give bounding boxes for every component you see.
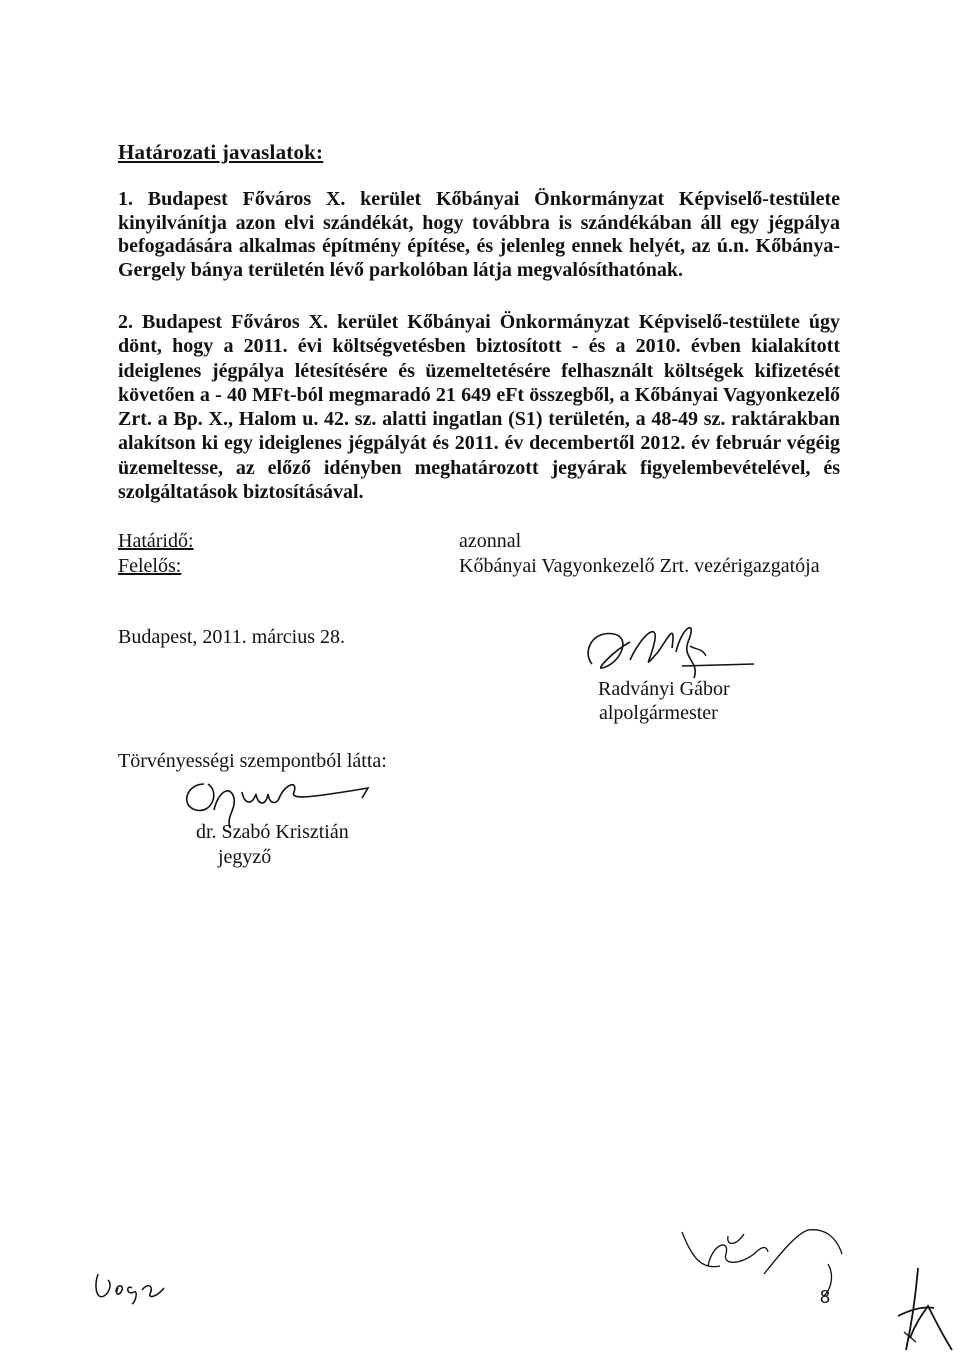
resolution-heading: Határozati javaslatok:: [118, 140, 324, 164]
corner-mark: [894, 1262, 954, 1358]
signer-name: Radványi Gábor: [598, 678, 730, 700]
page-number: 8: [820, 1287, 831, 1307]
legal-review-label: Törvényességi szempontból látta:: [118, 750, 387, 772]
deadline-label: Határidő:: [118, 530, 194, 552]
resolution-2: 2. Budapest Főváros X. kerület Kőbányai Önkormányzat Képviselő-testülete úgy dönt, hogy a 2011. évi költségvetésben biztosított - és a 2010. évben kialakított ideiglenes jégpálya létesítésére és üzemeltetésére felhasznált költségek kifizetését követően a - 40 MFt-ból megmaradó 21 649 eFt összegből, a Kőbányai Vagyonkezelő Zrt. a Bp. X., Halom u. 42. sz. alatti ingatlan (S1) területén, a 48-49 sz. raktárakban alakítson ki egy ideiglenes jégpályát és 2011. év decembertől 2012. év február végéig üzemeltesse, az előző idényben meghatározott jegyárak figyelembevételével, és szolgáltatások biztosításával.: [118, 311, 840, 504]
place-date: Budapest, 2011. március 28.: [118, 626, 346, 648]
notary-title: jegyző: [218, 846, 272, 868]
resolution-1: 1. Budapest Főváros X. kerület Kőbányai Önkormányzat Képviselő-testülete kinyilvánítja azon elvi szándékát, hogy továbbra is szándékában áll egy jégpálya befogadására alkalmas építmény építése, és jelenleg ennek helyét, az ú.n. Kőbánya-Gergely bánya területén lévő parkolóban látja megvalósíthatónak.: [118, 188, 840, 281]
initials-left: [92, 1266, 172, 1306]
notary-name: dr. Szabó Krisztián: [196, 821, 349, 843]
signer-title: alpolgármester: [599, 702, 718, 724]
deadline-value: azonnal: [459, 530, 522, 552]
responsible-value: Kőbányai Vagyonkezelő Zrt. vezérigazgatója: [459, 555, 820, 577]
responsible-label: Felelős:: [118, 555, 182, 577]
